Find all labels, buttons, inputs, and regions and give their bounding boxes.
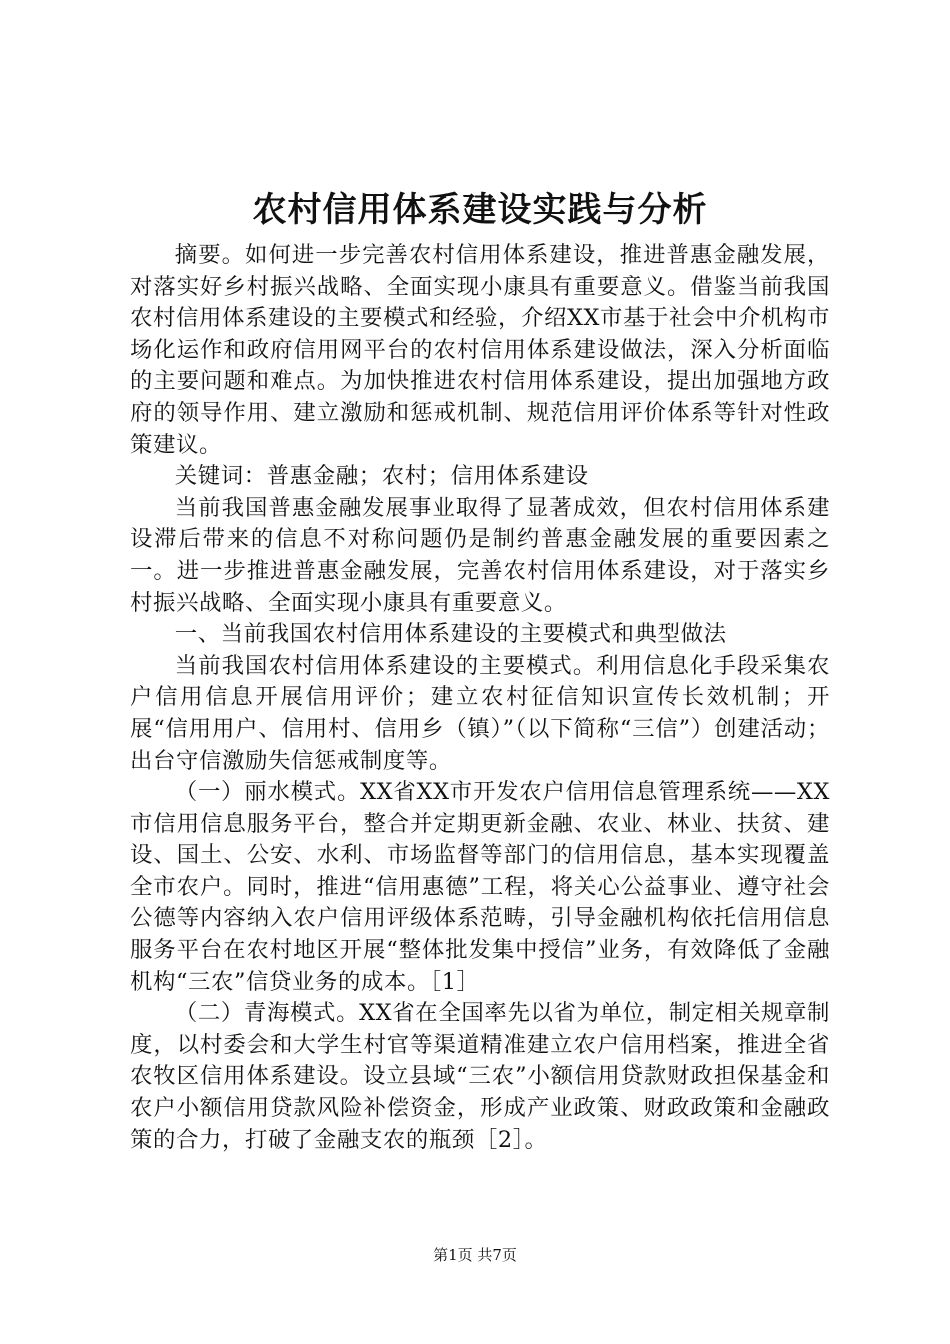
document-body: [130, 180, 830, 1156]
body-paragraph: （一）丽水模式。XX省XX市开发农户信用信息管理系统——XX市信用信息服务平台，整合并定期更新金融、农业、林业、扶贫、建设、国土、公安、水利、市场监督等部门的信用信息，基本实现覆盖全市农户。同时，推进“信用惠德”工程，将关心公益事业、遵守社会公德等内容纳入农户信用评级体系范畴，引导金融机构依托信用信息服务平台在农村地区开展“整体批发集中授信”业务，有效降低了金融机构“三农”信贷业务的成本。［1］: [130, 779, 830, 995]
section-heading: 一、当前我国农村信用体系建设的主要模式和典型做法: [174, 621, 727, 648]
body-paragraph: 当前我国农村信用体系建设的主要模式。利用信息化手段采集农户信用信息开展信用评价；建立农村征信知识宣传长效机制；开展“信用用户、信用村、信用乡（镇）”（以下简称“三信”）创建活动；出台守信激励失信惩戒制度等。: [130, 652, 830, 774]
intro-paragraph: 当前我国普惠金融发展事业取得了显著成效，但农村信用体系建设滞后带来的信息不对称问题仍是制约普惠金融发展的重要因素之一。进一步推进普惠金融发展，完善农村信用体系建设，对于落实乡村振兴战略、全面实现小康具有重要意义。: [130, 494, 830, 616]
abstract-paragraph: 摘要。如何进一步完善农村信用体系建设，推进普惠金融发展，对落实好乡村振兴战略、全面实现小康具有重要意义。借鉴当前我国农村信用体系建设的主要模式和经验，介绍XX市基于社会中介机构市场化运作和政府信用网平台的农村信用体系建设做法，深入分析面临的主要问题和难点。为加快推进农村信用体系建设，提出加强地方政府的领导作用、建立激励和惩戒机制、规范信用评价体系等针对性政策建议。: [130, 242, 830, 458]
page-number-footer: 第1页 共7页: [433, 1246, 517, 1264]
keywords-paragraph: 关键词：普惠金融；农村；信用体系建设: [174, 463, 589, 490]
body-paragraph: （二）青海模式。XX省在全国率先以省为单位，制定相关规章制度，以村委会和大学生村官等渠道精准建立农户信用档案，推进全省农牧区信用体系建设。设立县域“三农”小额信用贷款财政担保基金和农户小额信用贷款风险补偿资金，形成产业政策、财政政策和金融政策的合力，打破了金融支农的瓶颈［2］。: [130, 1000, 830, 1153]
document-title: 农村信用体系建设实践与分析: [252, 190, 708, 230]
